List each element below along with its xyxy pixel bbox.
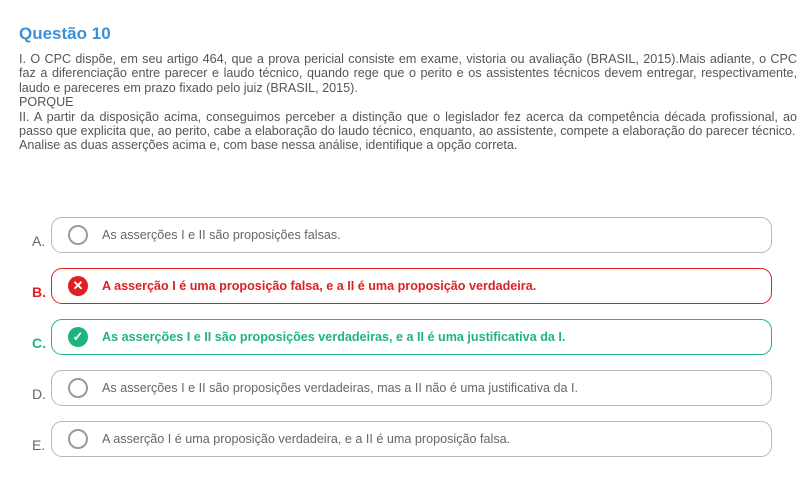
radio-empty-icon[interactable] — [68, 429, 88, 449]
instruction-text: Analise as duas asserções acima e, com base nessa análise, identifique a opção correta. — [19, 138, 518, 153]
option-b[interactable] — [30, 268, 772, 304]
question-statement — [19, 52, 797, 153]
option-e[interactable] — [30, 421, 772, 457]
assertion-two: II. A partir da disposição acima, conseguimos perceber a distinção que o legislador fez acerca da competência década profissional, ao passo que explicita que, ao perito, cabe a elaboração do laudo técnico, enquanto, ao assistente, compete a elaboração do parecer técnico. — [19, 109, 797, 139]
option-text: As asserções I e II são proposições falsas. — [102, 228, 341, 242]
option-text: As asserções I e II são proposições verdadeiras, e a II é uma justificativa da I. — [102, 330, 566, 344]
question-title: Questão 10 — [19, 24, 111, 43]
option-letter: B. — [32, 284, 46, 300]
option-letter: C. — [32, 335, 46, 351]
option-box[interactable] — [51, 421, 772, 457]
x-circle-icon: ✕ — [68, 276, 88, 296]
option-text: A asserção I é uma proposição falsa, e a II é uma proposição verdadeira. — [102, 279, 537, 293]
assertion-one: I. O CPC dispõe, em seu artigo 464, que a prova pericial consiste em exame, vistoria ou avaliação (BRASIL, 2015).Mais adiante, o CPC faz a diferenciação entre parecer e laudo técnico, quando rege que o perito e os assistentes técnicos devem entregar, respectivamente, laudo e pareceres em prazo fixado pelo juiz (BRASIL, 2015). — [19, 52, 797, 95]
connector-porque: PORQUE — [19, 95, 74, 110]
option-c[interactable] — [30, 319, 772, 355]
option-box[interactable] — [51, 217, 772, 253]
option-text: As asserções I e II são proposições verdadeiras, mas a II não é uma justificativa da I. — [102, 381, 578, 395]
option-d[interactable] — [30, 370, 772, 406]
option-box[interactable] — [51, 370, 772, 406]
option-a[interactable] — [30, 217, 772, 253]
option-letter: D. — [32, 386, 46, 402]
radio-empty-icon[interactable] — [68, 378, 88, 398]
option-letter: A. — [32, 233, 46, 249]
radio-empty-icon[interactable] — [68, 225, 88, 245]
option-box[interactable] — [51, 268, 772, 304]
check-circle-icon: ✓ — [68, 327, 88, 347]
option-text: A asserção I é uma proposição verdadeira, e a II é uma proposição falsa. — [102, 432, 511, 446]
option-letter: E. — [32, 437, 46, 453]
option-box[interactable] — [51, 319, 772, 355]
